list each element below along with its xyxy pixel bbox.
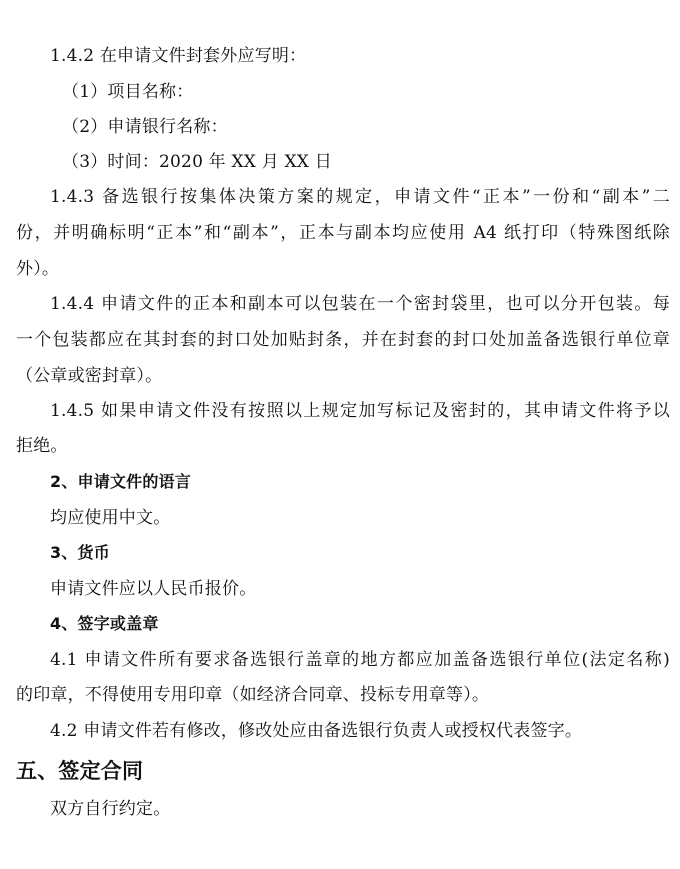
section-1-4-4-line-2: 一个包装都应在其封套的封口处加贴封条，并在封套的封口处加盖备选银行单位章 [16,330,670,350]
chapter-5-title: 五、签定合同 [16,759,144,783]
list-item-time: （3）时间：2020 年 XX 月 XX 日 [62,152,332,172]
section-3-title: 3、货币 [50,543,110,562]
section-3-body: 申请文件应以人民币报价。 [50,579,257,599]
list-item-bank-name: （2）申请银行名称： [62,117,228,137]
section-1-4-4-line-1: 1.4.4 申请文件的正本和副本可以包装在一个密封袋里，也可以分开包装。每 [50,294,670,314]
section-1-4-3-line-1: 1.4.3 备选银行按集体决策方案的规定，申请文件“正本”一份和“副本”二 [50,187,670,207]
section-4-1-line-1: 4.1 申请文件所有要求备选银行盖章的地方都应加盖备选银行单位(法定名称) [50,650,670,670]
section-4-title: 4、签字或盖章 [50,614,159,633]
section-1-4-4-line-3: （公章或密封章）。 [16,366,163,386]
section-1-4-3-line-2: 份，并明确标明“正本”和“副本”，正本与副本均应使用 A4 纸打印（特殊图纸除 [16,223,670,243]
section-2-title: 2、申请文件的语言 [50,472,191,491]
section-1-4-5-line-2: 拒绝。 [16,436,68,456]
section-4-2: 4.2 申请文件若有修改，修改处应由备选银行负责人或授权代表签字。 [50,721,583,741]
section-1-4-3-line-3: 外）。 [16,259,60,279]
section-2-body: 均应使用中文。 [50,508,171,528]
list-item-project-name: （1）项目名称： [62,82,194,102]
section-4-1-line-2: 的印章，不得使用专用印章（如经济合同章、投标专用章等）。 [16,685,490,705]
section-1-4-2-heading: 1.4.2 在申请文件封套外应写明： [50,46,307,66]
chapter-5-body: 双方自行约定。 [50,799,171,819]
section-1-4-5-line-1: 1.4.5 如果申请文件没有按照以上规定加写标记及密封的，其申请文件将予以 [50,401,670,421]
